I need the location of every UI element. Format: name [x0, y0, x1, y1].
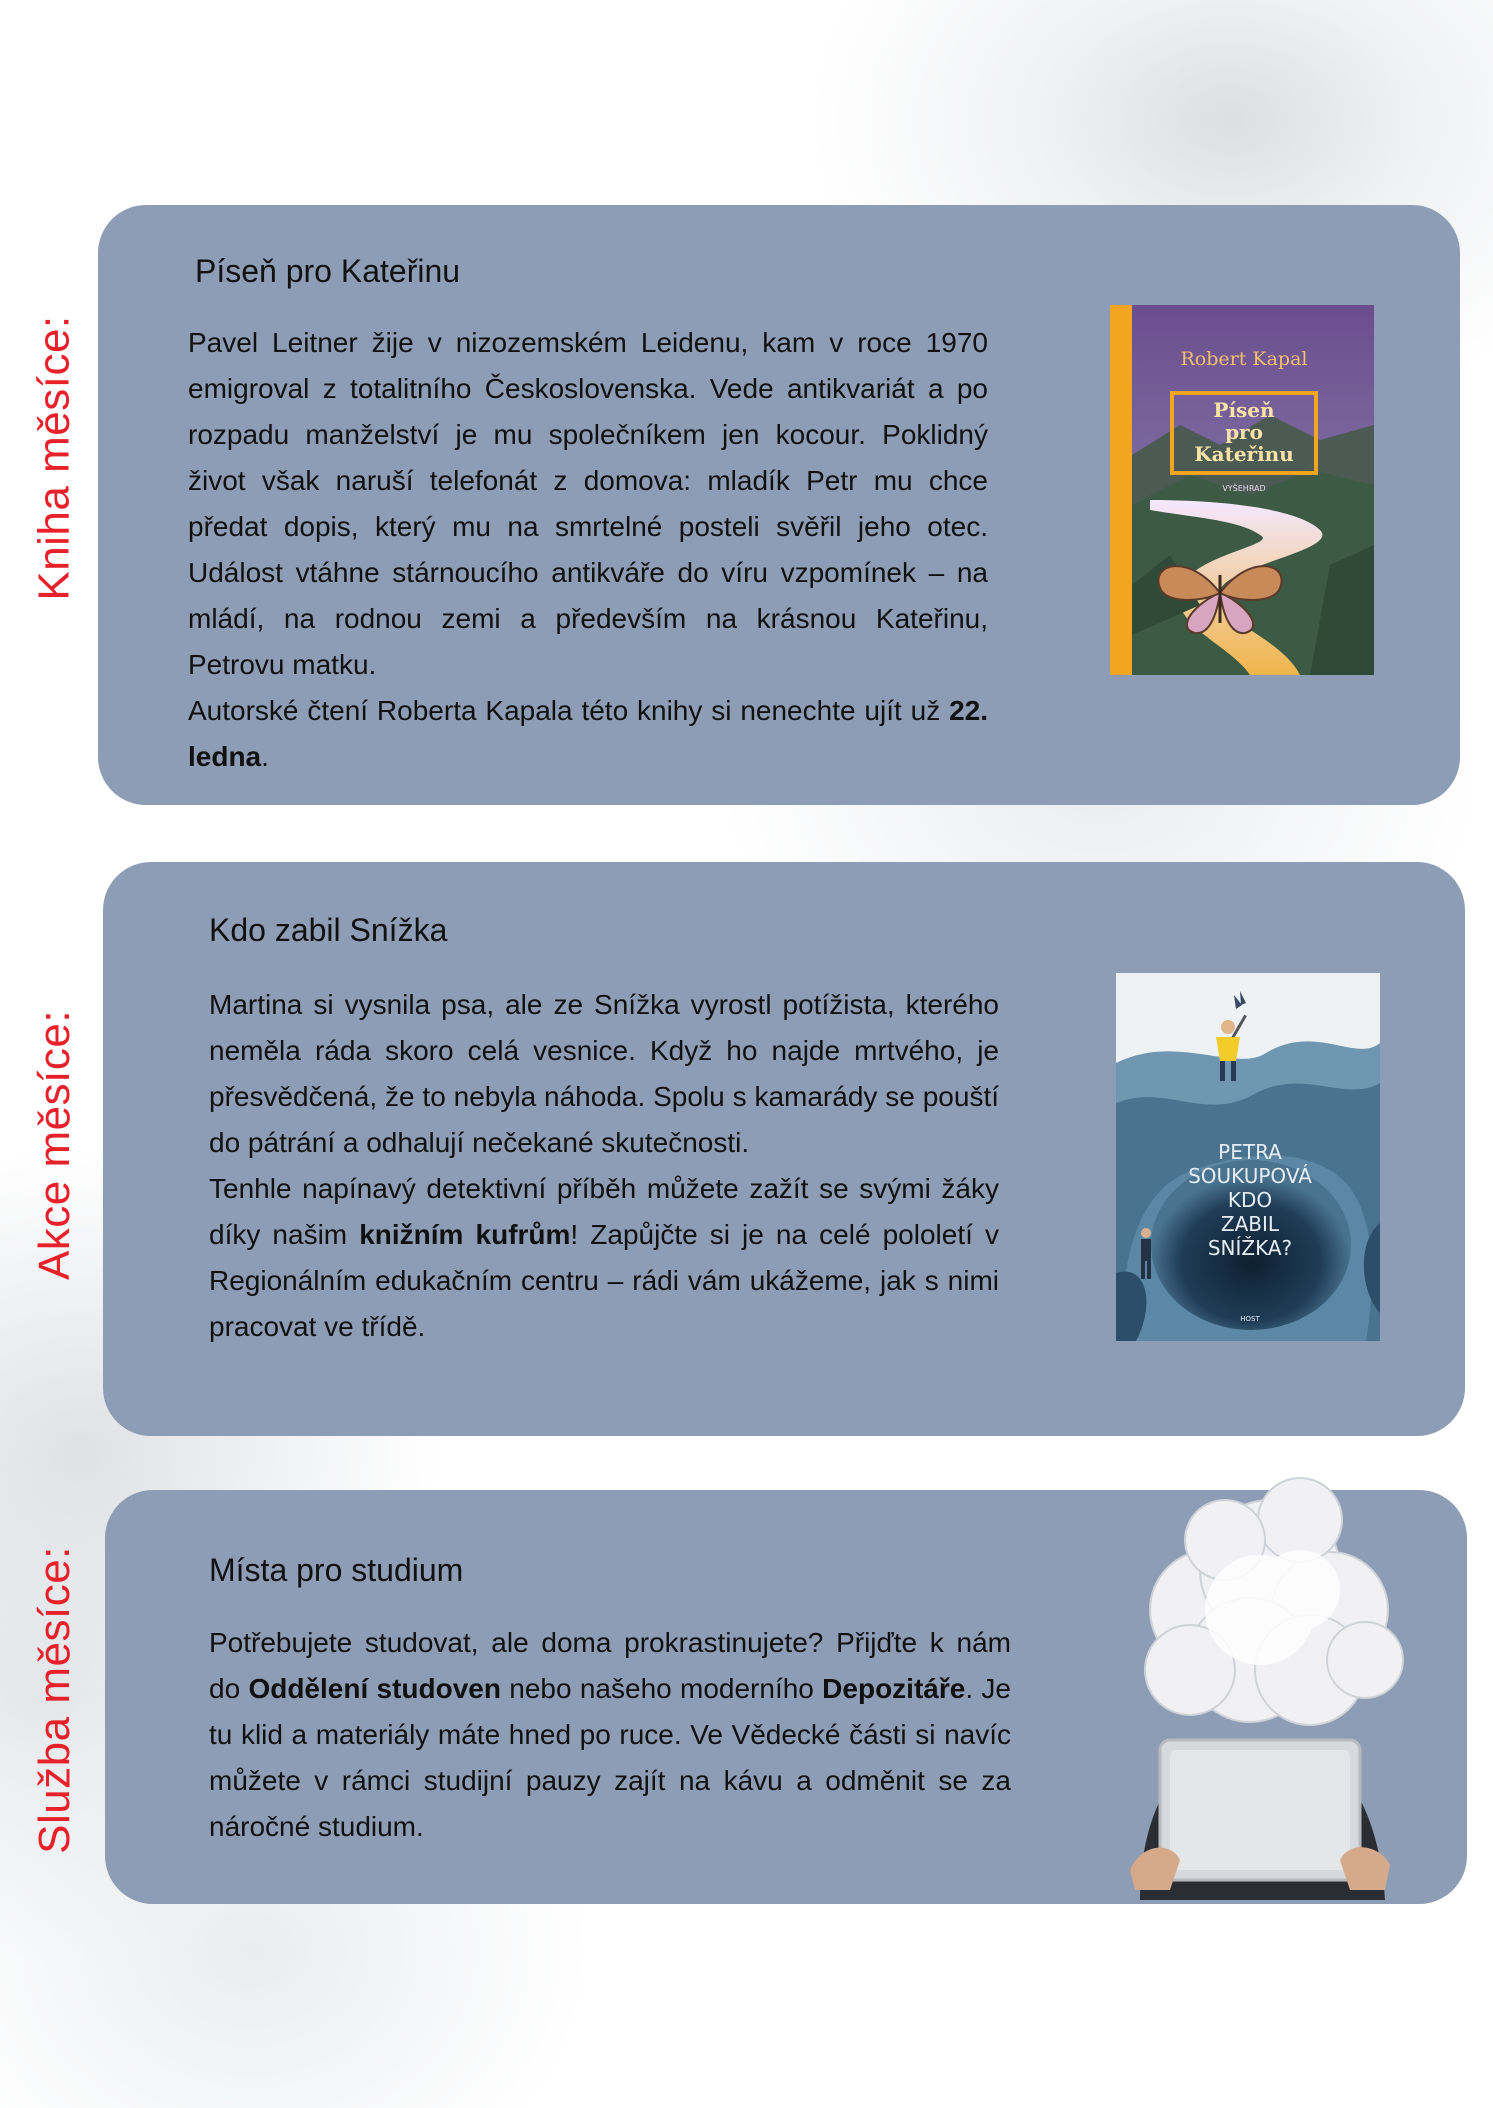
svg-text:HOST: HOST	[1240, 1315, 1260, 1323]
cloud-person-illustration	[1100, 1460, 1420, 1900]
panel-body	[209, 1620, 1011, 1850]
svg-text:Kateřinu: Kateřinu	[1194, 442, 1294, 466]
book-cover-image	[1116, 973, 1380, 1341]
svg-text:SNÍŽKA?: SNÍŽKA?	[1207, 1236, 1293, 1260]
panel-title: Kdo zabil Snížka	[209, 912, 448, 948]
paragraph: Martina si vysnila psa, ale ze Snížka vyrostl potížista, kterého neměla ráda skoro celá vesnice. Když ho najde mrtvého, je přesvědčená, že to nebyla náhoda. Spolu s kamarády se pouští do pátrání a odhalují nečekané skutečnosti.	[209, 989, 999, 1158]
book-cover-art	[1110, 305, 1374, 675]
paragraph: Autorské čtení Roberta Kapala této knihy si nenechte ujít už 22. ledna.	[188, 695, 988, 772]
side-label-book: Kniha měsíce:	[30, 314, 79, 601]
svg-text:Robert Kapal: Robert Kapal	[1180, 348, 1308, 370]
highlight-study-rooms: Oddělení studoven	[248, 1673, 501, 1704]
svg-text:PETRA: PETRA	[1218, 1140, 1282, 1164]
svg-text:Píseň: Píseň	[1213, 398, 1275, 422]
svg-text:pro: pro	[1225, 420, 1263, 444]
svg-text:VYŠEHRAD: VYŠEHRAD	[1222, 484, 1266, 493]
highlight-depository: Depozitáře	[822, 1673, 966, 1704]
side-label-service: Služba měsíce:	[30, 1546, 79, 1854]
event-date: 22. ledna	[188, 695, 988, 772]
paragraph: Potřebujete studovat, ale doma prokrastinujete? Přijďte k nám do Oddělení studoven nebo našeho moderního Depozitáře. Je tu klid a materiály máte hned po ruce. Ve Vědecké části si navíc můžete v rámci studijní pauzy zajít na kávu a odměnit se za náročné studium.	[209, 1627, 1011, 1842]
svg-text:KDO: KDO	[1227, 1188, 1273, 1212]
book-cover-image	[1110, 305, 1374, 675]
panel-body	[188, 320, 988, 780]
book-cover-art	[1116, 973, 1380, 1341]
cloud-head-person-laptop-icon	[1100, 1460, 1420, 1900]
svg-text:SOUKUPOVÁ: SOUKUPOVÁ	[1188, 1164, 1312, 1188]
panel-title: Píseň pro Kateřinu	[195, 253, 461, 289]
paragraph: Pavel Leitner žije v nizozemském Leidenu, kam v roce 1970 emigroval z totalitního Československa. Vede antikvariát a po rozpadu manželství je mu společníkem jen kocour. Poklidný život však naruší telefonát z domova: mladík Petr mu chce předat dopis, který mu na smrtelné posteli svěřil jeho otec. Událost vtáhne stárnoucího antikváře do víru vzpomínek – na mládí, na rodnou zemi a především na krásnou Kateřinu, Petrovu matku.	[188, 327, 988, 680]
panel-book	[98, 205, 1460, 805]
panel-body	[209, 982, 999, 1350]
svg-text:ZABIL: ZABIL	[1220, 1212, 1280, 1236]
paragraph: Tenhle napínavý detektivní příběh můžete zažít se svými žáky díky našim knižním kufrům! Zapůjčte si je na celé pololetí v Regionálním edukačním centru – rádi vám ukážeme, jak s nimi pracovat ve třídě.	[209, 1173, 999, 1342]
panel-title: Místa pro studium	[209, 1552, 464, 1588]
highlight-book-cases: knižním kufrům	[359, 1219, 571, 1250]
panel-event	[103, 862, 1465, 1436]
side-label-event: Akce měsíce:	[30, 1009, 79, 1281]
